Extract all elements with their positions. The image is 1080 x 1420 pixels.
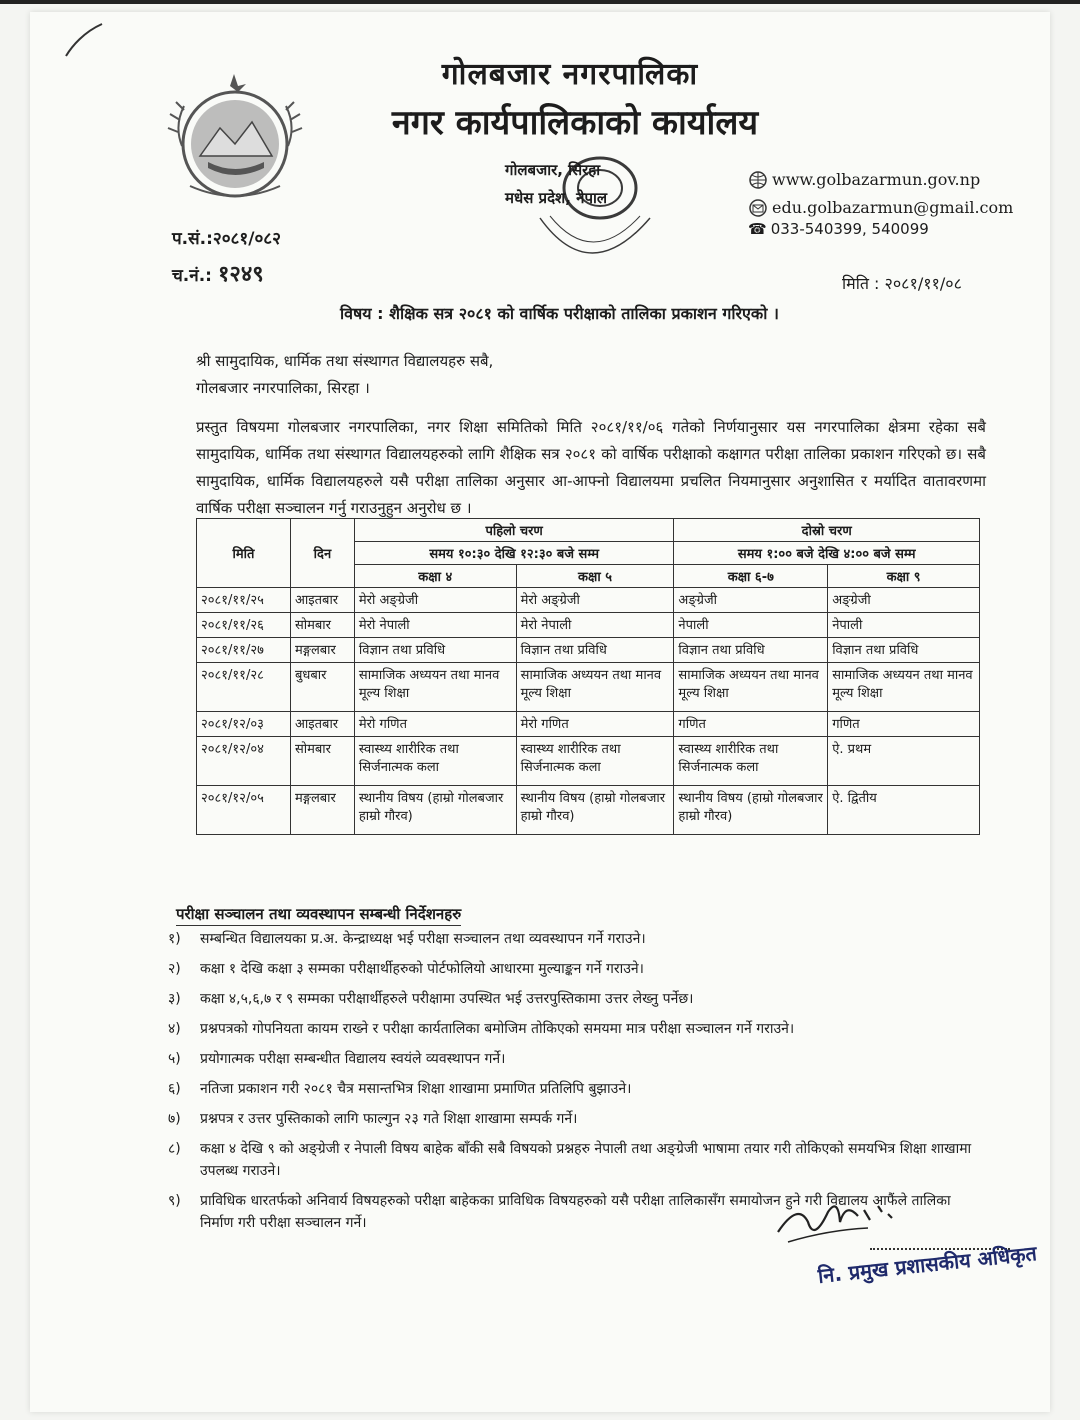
dispatch-no-value: १२४९ — [217, 261, 264, 287]
subject-line — [340, 302, 779, 324]
row-class-5: स्थानीय विषय (हाम्रो गोलबजार हाम्रो गौरव) — [516, 786, 674, 835]
dispatch-no-label: च.नं.: — [172, 266, 212, 286]
item-number: ५) — [168, 1051, 181, 1067]
item-text: प्रश्नपत्र र उत्तर पुस्तिकाको लागि फाल्गुन २३ गते शिक्षा शाखामा सम्पर्क गर्ने। — [200, 1111, 578, 1127]
list-item — [168, 1048, 988, 1070]
row-class-9: अङ्ग्रेजी — [828, 588, 980, 613]
item-text: कक्षा ४ देखि ९ को अङ्ग्रेजी र नेपाली विषय बाहेक बाँकी सबै विषयको प्रश्नहरु नेपाली तथा अङ्ग्रेजी भाषामा तयार गरी तोकिएको समयभित्र शिक्षा शाखामा उपलब्ध गराउने। — [200, 1141, 972, 1179]
addressee-block — [196, 348, 493, 402]
row-class-4: सामाजिक अध्ययन तथा मानव मूल्य शिक्षा — [354, 663, 516, 712]
row-class-5: मेरो अङ्ग्रेजी — [516, 588, 674, 613]
globe-icon — [748, 171, 768, 189]
handwritten-signature — [768, 1192, 918, 1252]
telephone-icon: ☎ — [748, 220, 767, 238]
table-row — [197, 613, 980, 638]
list-item — [168, 1108, 988, 1130]
address-line-1: गोलबजार, सिरहा — [505, 161, 601, 179]
top-edge-line — [0, 0, 1080, 4]
list-item — [168, 1018, 988, 1040]
item-number: ९) — [168, 1193, 181, 1209]
row-class-6-7: नेपाली — [674, 613, 828, 638]
row-day: मङ्गलबार — [290, 638, 354, 663]
addressee-line-1: श्री सामुदायिक, धार्मिक तथा संस्थागत विद्यालयहरु सबै, — [196, 352, 494, 370]
row-class-5: मेरो नेपाली — [516, 613, 674, 638]
table-row — [197, 737, 980, 786]
office-name: नगर कार्यपालिकाको कार्यालय — [391, 103, 759, 143]
row-class-9: गणित — [828, 712, 980, 737]
row-class-6-7: स्थानीय विषय (हाम्रो गोलबजार हाम्रो गौरव) — [674, 786, 828, 835]
item-text: नतिजा प्रकाशन गरी २०८१ चैत्र मसान्तभित्र शिक्षा शाखामा प्रमाणित प्रतिलिपि बुझाउने। — [200, 1081, 632, 1097]
item-text: प्रश्नपत्रको गोपनियता कायम राख्ने र परीक्षा कार्यतालिका बमोजिम तोकिएको समयमा मात्र परीक्षा सञ्चालन गर्ने गराउने। — [200, 1021, 795, 1037]
row-class-4: मेरो नेपाली — [354, 613, 516, 638]
row-day: सोमबार — [290, 613, 354, 638]
row-date: २०८१/१२/०४ — [197, 737, 291, 786]
item-number: ३) — [168, 991, 181, 1007]
table-row — [197, 638, 980, 663]
letter-date — [842, 272, 962, 294]
item-text: सम्बन्धित विद्यालयका प्र.अ. केन्द्राध्यक्ष भई परीक्षा सञ्चालन तथा व्यवस्थापन गर्ने गराउने। — [200, 931, 646, 947]
municipality-name: गोलबजार नगरपालिका — [441, 57, 699, 92]
row-class-4: विज्ञान तथा प्रविधि — [354, 638, 516, 663]
email-icon — [748, 199, 768, 217]
dispatch-number — [172, 258, 264, 288]
table-row — [197, 588, 980, 613]
phone-text: 033-540399, 540099 — [770, 220, 929, 238]
table-row — [197, 663, 980, 712]
date-label: मिति : — [842, 274, 880, 293]
list-item — [168, 928, 988, 950]
table-header-row-1 — [197, 519, 980, 542]
subject-label: विषय : — [340, 304, 384, 323]
header-class-6-7: कक्षा ६-७ — [674, 565, 828, 588]
subject-text: शैक्षिक सत्र २०८१ को वार्षिक परीक्षाको तालिका प्रकाशन गरिएको । — [389, 304, 779, 323]
row-class-4: स्वास्थ्य शारीरिक तथा सिर्जनात्मक कला — [354, 737, 516, 786]
address-line-2: मधेस प्रदेश, नेपाल — [505, 189, 608, 207]
list-item — [168, 988, 988, 1010]
row-date: २०८१/१२/०५ — [197, 786, 291, 835]
header-phase-2: दोस्रो चरण — [674, 519, 980, 542]
row-class-5: मेरो गणित — [516, 712, 674, 737]
row-class-5: स्वास्थ्य शारीरिक तथा सिर्जनात्मक कला — [516, 737, 674, 786]
row-class-6-7: स्वास्थ्य शारीरिक तथा सिर्जनात्मक कला — [674, 737, 828, 786]
item-number: १) — [168, 931, 181, 947]
header-day: दिन — [290, 519, 354, 588]
exam-schedule-table — [196, 518, 980, 835]
nepal-emblem-logo — [160, 66, 310, 216]
row-class-9: ऐ. द्वितीय — [828, 786, 980, 835]
body-paragraph: प्रस्तुत विषयमा गोलबजार नगरपालिका, नगर शिक्षा समितिको मिति २०८१/११/०६ गतेको निर्णयानुसार यस नगरपालिका क्षेत्रमा रहेका सबै सामुदायिक, धार्मिक तथा संस्थागत विद्यालयहरुको लागि शैक्षिक सत्र २०८१ को वार्षिक परीक्षाको कक्षागत परीक्षा तालिका प्रकाशन गरिएको छ। सबै सामुदायिक, धार्मिक विद्यालयहरुले यसै परीक्षा तालिका अनुसार आ-आफ्नो विद्यालयमा प्रचलित नियमानुसार अनुशासित र मर्यादित वातावरणमा वार्षिक परीक्षा सञ्चालन गर्नु गराउनुहुन अनुरोध छ । — [196, 418, 986, 517]
ref-no-label: प.सं.: — [172, 229, 213, 249]
row-class-4: मेरो अङ्ग्रेजी — [354, 588, 516, 613]
date-value: २०८१/११/०८ — [884, 274, 962, 293]
header-date: मिति — [197, 519, 291, 588]
phone-contact — [748, 220, 929, 238]
row-class-6-7: सामाजिक अध्ययन तथा मानव मूल्य शिक्षा — [674, 663, 828, 712]
pen-mark — [62, 22, 106, 62]
row-date: २०८१/११/२८ — [197, 663, 291, 712]
list-item — [168, 1078, 988, 1100]
row-class-9: सामाजिक अध्ययन तथा मानव मूल्य शिक्षा — [828, 663, 980, 712]
signatory-title: नि. प्रमुख प्रशासकीय अधिकृत — [816, 1241, 1038, 1288]
reference-number — [172, 226, 281, 249]
row-date: २०८१/११/२५ — [197, 588, 291, 613]
header-class-4: कक्षा ४ — [354, 565, 516, 588]
list-item — [168, 1138, 988, 1182]
header-class-9: कक्षा ९ — [828, 565, 980, 588]
row-date: २०८१/१२/०३ — [197, 712, 291, 737]
row-class-4: स्थानीय विषय (हाम्रो गोलबजार हाम्रो गौरव) — [354, 786, 516, 835]
row-class-6-7: अङ्ग्रेजी — [674, 588, 828, 613]
item-text: कक्षा ४,५,६,७ र ९ सम्मका परीक्षार्थीहरुले परीक्षामा उपस्थित भई उत्तरपुस्तिकामा उत्तर लेख्नु पर्नेछ। — [200, 991, 694, 1007]
website-text[interactable]: www.golbazarmun.gov.np — [772, 170, 981, 189]
row-class-9: ऐ. प्रथम — [828, 737, 980, 786]
email-text[interactable]: edu.golbazarmun@gmail.com — [772, 198, 1014, 217]
row-class-5: विज्ञान तथा प्रविधि — [516, 638, 674, 663]
item-number: ७) — [168, 1111, 181, 1127]
row-class-9: नेपाली — [828, 613, 980, 638]
row-class-6-7: गणित — [674, 712, 828, 737]
row-date: २०८१/११/२७ — [197, 638, 291, 663]
row-day: आइतबार — [290, 712, 354, 737]
row-date: २०८१/११/२६ — [197, 613, 291, 638]
item-number: ६) — [168, 1081, 181, 1097]
row-class-6-7: विज्ञान तथा प्रविधि — [674, 638, 828, 663]
addressee-line-2: गोलबजार नगरपालिका, सिरहा । — [196, 379, 370, 397]
row-day: मङ्गलबार — [290, 786, 354, 835]
item-number: ४) — [168, 1021, 181, 1037]
header-phase-1: पहिलो चरण — [354, 519, 674, 542]
table-row — [197, 786, 980, 835]
item-text: कक्षा १ देखि कक्षा ३ सम्मका परीक्षार्थीहरुको पोर्टफोलियो आधारमा मुल्याङ्कन गर्ने गराउने। — [200, 961, 644, 977]
item-text: प्रयोगात्मक परीक्षा सम्बन्धीत विद्यालय स्वयंले व्यवस्थापन गर्ने। — [200, 1051, 506, 1067]
row-day: सोमबार — [290, 737, 354, 786]
instructions-heading: परीक्षा सञ्चालन तथा व्यवस्थापन सम्बन्धी निर्देशनहरु — [176, 904, 461, 926]
row-day: आइतबार — [290, 588, 354, 613]
ref-no-value: २०८१/०८२ — [212, 229, 281, 249]
header-phase-1-time: समय १०:३० देखि १२:३० बजे सम्म — [354, 542, 674, 565]
table-row — [197, 712, 980, 737]
header-class-5: कक्षा ५ — [516, 565, 674, 588]
row-class-9: विज्ञान तथा प्रविधि — [828, 638, 980, 663]
row-class-5: सामाजिक अध्ययन तथा मानव मूल्य शिक्षा — [516, 663, 674, 712]
website-contact — [748, 170, 980, 189]
row-class-4: मेरो गणित — [354, 712, 516, 737]
header-phase-2-time: समय १:०० बजे देखि ४:०० बजे सम्म — [674, 542, 980, 565]
item-number: ८) — [168, 1141, 181, 1157]
list-item — [168, 958, 988, 980]
row-day: बुधबार — [290, 663, 354, 712]
email-contact — [748, 198, 1013, 217]
item-number: २) — [168, 961, 181, 977]
item-text: प्राविधिक धारतर्फको अनिवार्य विषयहरुको परीक्षा बाहेकका प्राविधिक विषयहरुको यसै परीक्षा तालिकासँग समायोजन हुने गरी विद्यालय आफैंले तालिका निर्माण गरी परीक्षा सञ्चालन गर्ने। — [200, 1193, 951, 1231]
